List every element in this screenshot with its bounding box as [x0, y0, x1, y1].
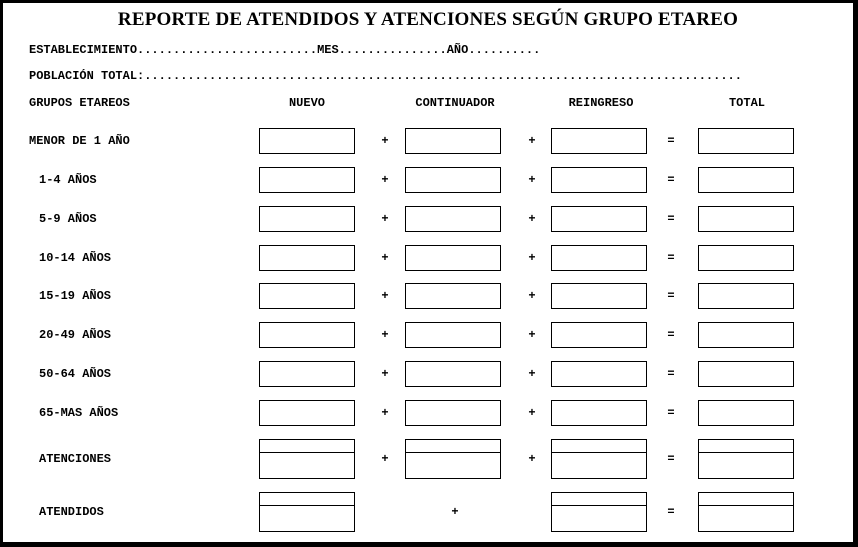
continuador-input[interactable] — [405, 245, 501, 271]
total-input[interactable] — [698, 361, 794, 387]
equals-sign: = — [667, 452, 675, 466]
total-input[interactable] — [698, 322, 794, 348]
total-input[interactable] — [698, 167, 794, 193]
nuevo-input[interactable] — [259, 283, 355, 309]
reingreso-input[interactable] — [551, 206, 647, 232]
report-form — [3, 3, 853, 542]
equals-sign: = — [667, 406, 675, 420]
reingreso-input[interactable] — [551, 492, 647, 532]
equals-sign: = — [667, 367, 675, 381]
equals-sign: = — [667, 173, 675, 187]
row-label: 1-4 AÑOS — [39, 173, 97, 187]
grupos-etareos-header: GRUPOS ETAREOS — [29, 96, 130, 110]
nuevo-input[interactable] — [259, 400, 355, 426]
total-input[interactable] — [698, 400, 794, 426]
nuevo-input[interactable] — [259, 245, 355, 271]
reingreso-input[interactable] — [551, 322, 647, 348]
reingreso-input[interactable] — [551, 128, 647, 154]
nuevo-input[interactable] — [259, 322, 355, 348]
plus-sign: + — [528, 452, 536, 466]
plus-sign: + — [381, 173, 389, 187]
col-nuevo-header: NUEVO — [288, 96, 325, 110]
report-title: REPORTE DE ATENDIDOS Y ATENCIONES SEGÚN GRUPO ETAREO — [117, 9, 739, 30]
plus-sign: + — [381, 289, 389, 303]
plus-sign: + — [528, 328, 536, 342]
row-label: 65-MAS AÑOS — [39, 406, 119, 420]
reingreso-input[interactable] — [551, 245, 647, 271]
plus-sign: + — [451, 505, 459, 519]
total-input[interactable] — [698, 492, 794, 532]
plus-sign: + — [528, 406, 536, 420]
row-label: 10-14 AÑOS — [39, 251, 112, 265]
plus-sign: + — [381, 452, 389, 466]
plus-sign: + — [528, 173, 536, 187]
total-input[interactable] — [698, 128, 794, 154]
plus-sign: + — [528, 212, 536, 226]
continuador-input[interactable] — [405, 206, 501, 232]
nuevo-input[interactable] — [259, 492, 355, 532]
plus-sign: + — [381, 251, 389, 265]
nuevo-input[interactable] — [259, 167, 355, 193]
equals-sign: = — [667, 328, 675, 342]
row-label: 50-64 AÑOS — [39, 367, 112, 381]
nuevo-input[interactable] — [259, 206, 355, 232]
reingreso-input[interactable] — [551, 439, 647, 479]
plus-sign: + — [381, 328, 389, 342]
total-input[interactable] — [698, 439, 794, 479]
total-input[interactable] — [698, 206, 794, 232]
equals-sign: = — [667, 289, 675, 303]
continuador-input[interactable] — [405, 167, 501, 193]
row-label: 5-9 AÑOS — [39, 212, 97, 226]
equals-sign: = — [667, 505, 675, 519]
row-label: ATENDIDOS — [39, 505, 104, 519]
nuevo-input[interactable] — [259, 361, 355, 387]
reingreso-input[interactable] — [551, 167, 647, 193]
plus-sign: + — [528, 251, 536, 265]
total-input[interactable] — [698, 283, 794, 309]
plus-sign: + — [528, 367, 536, 381]
col-total-header: TOTAL — [728, 96, 765, 110]
equals-sign: = — [667, 212, 675, 226]
poblacion-line: POBLACIÓN TOTAL:................................................................................... — [29, 69, 742, 83]
continuador-input[interactable] — [405, 400, 501, 426]
continuador-input[interactable] — [405, 322, 501, 348]
establecimiento-line: ESTABLECIMIENTO.........................MES...............AÑO.......... — [29, 43, 541, 57]
plus-sign: + — [381, 367, 389, 381]
col-reingreso-header: REINGRESO — [568, 96, 634, 110]
reingreso-input[interactable] — [551, 361, 647, 387]
continuador-input[interactable] — [405, 361, 501, 387]
mes-label: MES — [317, 43, 339, 57]
continuador-input[interactable] — [405, 439, 501, 479]
total-input[interactable] — [698, 245, 794, 271]
reingreso-input[interactable] — [551, 400, 647, 426]
anio-label: AÑO — [446, 43, 469, 57]
row-label: MENOR DE 1 AÑO — [29, 134, 130, 148]
reingreso-input[interactable] — [551, 283, 647, 309]
row-label: ATENCIONES — [39, 452, 112, 466]
nuevo-input[interactable] — [259, 128, 355, 154]
plus-sign: + — [381, 134, 389, 148]
plus-sign: + — [381, 406, 389, 420]
row-label: 20-49 AÑOS — [39, 328, 112, 342]
equals-sign: = — [667, 251, 675, 265]
continuador-input[interactable] — [405, 128, 501, 154]
plus-sign: + — [528, 134, 536, 148]
plus-sign: + — [528, 289, 536, 303]
continuador-input[interactable] — [405, 283, 501, 309]
establecimiento-label: ESTABLECIMIENTO — [29, 43, 138, 57]
col-continuador-header: CONTINUADOR — [415, 96, 495, 110]
nuevo-input[interactable] — [259, 439, 355, 479]
plus-sign: + — [381, 212, 389, 226]
equals-sign: = — [667, 134, 675, 148]
row-label: 15-19 AÑOS — [39, 289, 112, 303]
poblacion-total-label: POBLACIÓN TOTAL: — [29, 69, 145, 83]
